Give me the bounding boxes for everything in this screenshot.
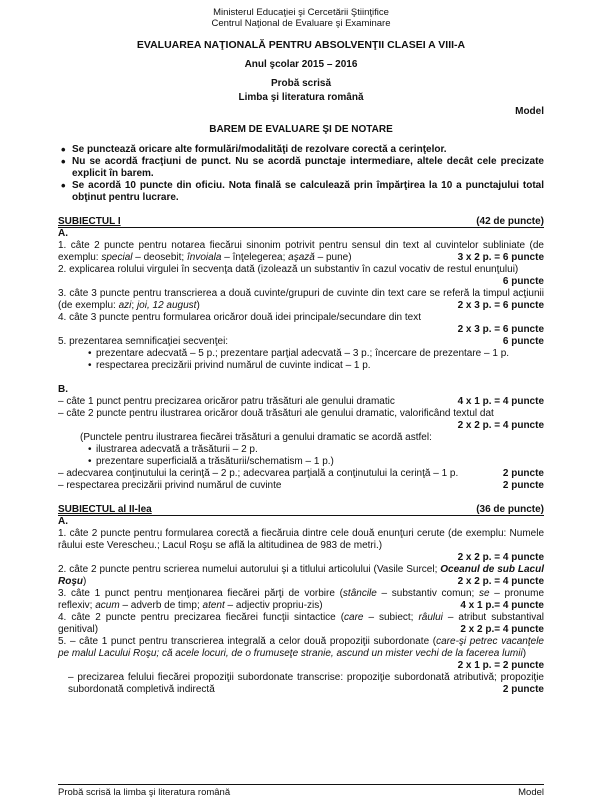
section-1-part-b: B.	[58, 384, 68, 395]
footer-right: Model	[518, 787, 544, 798]
section-2-part-a: A.	[58, 516, 68, 527]
rule-item: • Se punctează oricare alte formulări/modalităţi de rezolvare corectă a cerinţelor.	[72, 144, 544, 156]
score: 2 x 2 p. = 4 puncte	[457, 420, 544, 431]
barem-title: BAREM DE EVALUARE ŞI DE NOTARE	[209, 124, 393, 135]
institution-header	[58, 7, 544, 29]
model-label: Model	[515, 106, 544, 117]
rule-item: • Se acordă 10 puncte din oficiu. Nota finală se calculează prin împărţirea la 10 a punctajului total obţinut pentru lucrare.	[72, 180, 544, 204]
article-title: Oceanul de sub Lacul Roşu	[58, 564, 545, 587]
criteria-item: • ilustrarea adecvată a trăsăturii – 2 p.	[96, 444, 544, 456]
section-1-title: SUBIECTUL I	[58, 216, 121, 227]
score: 2 x 2 p.= 4 puncte	[460, 624, 544, 635]
footer-left: Probă scrisă la limba şi literatura română	[58, 787, 231, 798]
s1-b-item-2: – câte 2 puncte pentru ilustrarea oricăror două trăsături ale genului dramatic, valorificând textul dat 2 x 2 p. = 4 puncte	[58, 408, 544, 431]
s1-b-note-criteria	[58, 444, 544, 468]
school-year: Anul şcolar 2015 – 2016	[244, 59, 358, 70]
section-1-part-a: A.	[58, 228, 68, 239]
exam-title: EVALUAREA NAŢIONALĂ PENTRU ABSOLVENŢII CLASEI A VIII-A	[136, 39, 466, 51]
s2-item-1: 1. câte 2 puncte pentru formularea corectă a fiecăruia dintre cele două enunţuri cerute (de exemplu: Numele râului este Verescheu.; Lacul Roşu se află la altitudinea de 983 de metri.) 2 x 2 p. = 4 puncte	[58, 528, 544, 563]
score: 2 x 2 p. = 4 puncte	[457, 576, 544, 587]
section-2-points: (36 de puncte)	[476, 504, 544, 515]
score: 6 puncte	[502, 336, 544, 347]
section-1-points: (42 de puncte)	[476, 216, 544, 227]
exam-page	[58, 0, 544, 696]
score: 2 puncte	[502, 480, 544, 491]
score: 2 x 3 p. = 6 puncte	[457, 300, 544, 311]
section-2-header	[58, 504, 544, 516]
section-1-header	[58, 216, 544, 228]
evaluation-center-name: Centrul Naţional de Evaluare şi Examinare	[211, 18, 391, 29]
s1-item-5: 5. prezentarea semnificaţiei secvenţei: 6 puncte	[58, 336, 544, 347]
subject-line	[58, 92, 544, 104]
s2-item-2: 2. câte 2 puncte pentru scrierea numelui autorului şi a titlului articolului (Vasile Surcel; Oceanul de sub Lacul Roşu) 2 x 2 p. = 4 puncte	[58, 564, 545, 587]
s2-item-5: 5. – câte 1 punct pentru transcrierea integrală a celor două propoziţii subordonate (care-şi petrec vacanţele pe malul Lacului Roşu; că acele locuri, de o frumuseţe stranie, ascund un mister vechi de la facerea lumii) 2 x 1 p. = 2 puncte	[58, 636, 544, 671]
s1-item-2: 2. explicarea rolului virgulei în secvenţa dată (izolează un substantiv în cazul vocativ de restul enunţului) 6 puncte	[58, 264, 544, 287]
ministry-name: Ministerul Educaţiei şi Cercetării Ştiinţifice	[213, 7, 389, 18]
section-2-title: SUBIECTUL al II-lea	[58, 504, 152, 515]
score: 4 x 1 p. = 4 puncte	[457, 396, 544, 407]
score: 6 puncte	[502, 276, 544, 287]
rule-item: • Nu se acordă fracţiuni de punct. Nu se acordă punctaje intermediare, altele decât cele precizate explicit în barem.	[72, 156, 544, 180]
score: 4 x 1 p.= 4 puncte	[460, 600, 544, 611]
exam-subject: Limba şi literatura română	[238, 92, 364, 103]
s1-item-5-criteria	[58, 348, 544, 372]
page-footer	[58, 784, 544, 799]
s2-item-5-subordinate-types: – precizarea felului fiecărei propoziţii subordonate transcrise: propoziţie subordonată atributivă; propoziţie subordonată completivă indirectă 2 puncte	[68, 672, 544, 695]
s2-item-4: 4. câte 2 puncte pentru precizarea fiecărei funcţii sintactice (care – subiect; râului – atribut substantival genitival) 2 x 2 p.= 4 puncte	[58, 612, 544, 635]
score: 3 x 2 p. = 6 puncte	[457, 252, 544, 263]
criteria-item: • prezentare adecvată – 5 p.; prezentare parţial adecvată – 3 p.; încercare de prezentare – 1 p.	[96, 348, 544, 360]
s1-b-item-3: – adecvarea conţinutului la cerinţă – 2 p.; adecvarea parţială a conţinutului la cerinţă – 1 p. 2 puncte	[58, 468, 544, 479]
score: 2 x 2 p. = 4 puncte	[457, 552, 544, 563]
s1-b-note: (Punctele pentru ilustrarea fiecărei trăsături a genului dramatic se acordă astfel:	[80, 432, 432, 443]
score: 2 puncte	[502, 684, 544, 695]
s1-item-1: 1. câte 2 puncte pentru notarea fiecărui sinonim potrivit pentru sensul din text al cuvintelor subliniate (de exemplu: special – deosebit; învoiala – înţelegerea; aşază – pune) 3 x 2 p. = 6 puncte	[58, 240, 544, 263]
criteria-item: • respectarea precizării privind numărul de cuvinte indicat – 1 p.	[96, 360, 544, 372]
s1-b-item-1: – câte 1 punct pentru precizarea oricăror patru trăsături ale genului dramatic 4 x 1 p. = 4 puncte	[58, 396, 544, 407]
s1-item-4: 4. câte 3 puncte pentru formularea oricăror două idei principale/secundare din text 2 x 3 p. = 6 puncte	[58, 312, 544, 335]
probe-type: Probă scrisă	[270, 78, 332, 89]
s1-item-3: 3. câte 3 puncte pentru transcrierea a două cuvinte/grupuri de cuvinte din text care se referă la timpul acţiunii (de exemplu: azi; joi, 12 august) 2 x 3 p. = 6 puncte	[58, 288, 544, 311]
general-rules	[58, 144, 544, 204]
criteria-item: • prezentare superficială a trăsăturii/schematism – 1 p.)	[96, 456, 544, 468]
s1-b-item-4: – respectarea precizării privind numărul de cuvinte 2 puncte	[58, 480, 544, 491]
score: 2 puncte	[502, 468, 544, 479]
score: 2 x 3 p. = 6 puncte	[457, 324, 544, 335]
s2-item-3: 3. câte 1 punct pentru menţionarea fiecărei părţi de vorbire (stâncile – substantiv comun; se – pronume reflexiv; acum – adverb de timp; atent – adjectiv propriu-zis) 4 x 1 p.= 4 puncte	[58, 588, 545, 611]
score: 2 x 1 p. = 2 puncte	[457, 660, 544, 671]
